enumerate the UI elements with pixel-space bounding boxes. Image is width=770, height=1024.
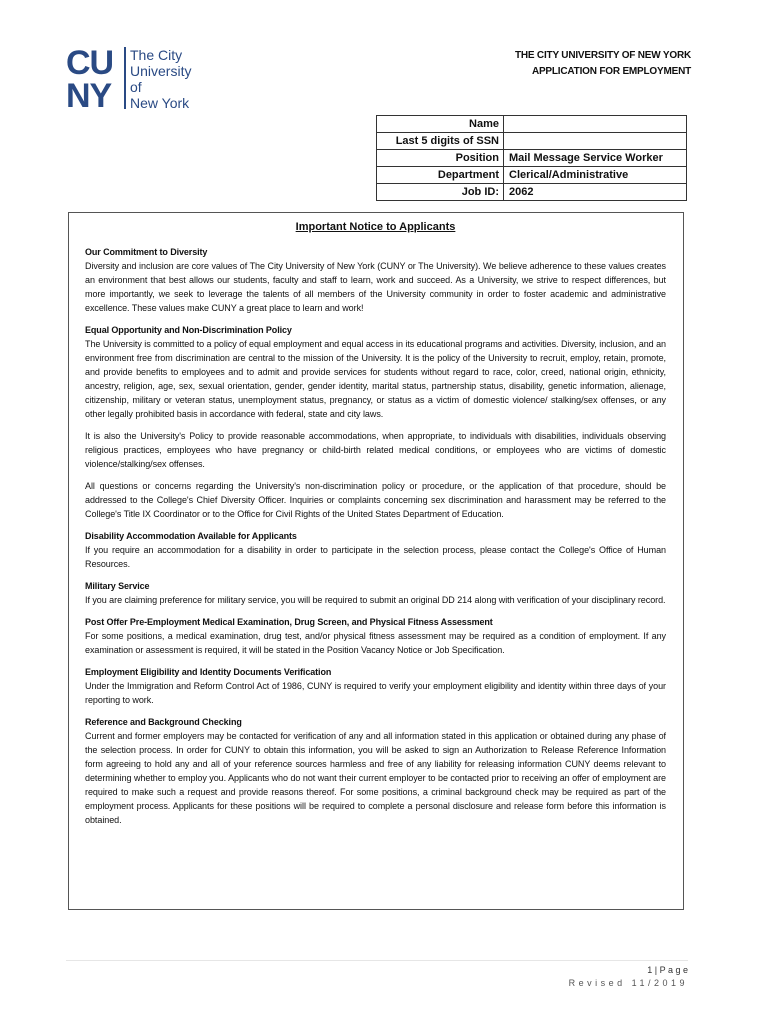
logo-line-3: of [130, 79, 142, 95]
important-notice-box [68, 212, 684, 910]
section-paragraph: Diversity and inclusion are core values of The City University of New York (CUNY or The University). We believe adherence to these values creates an environment that best allows our students, faculty and staff to learn, work and succeed. As a University, we strive to respect differences, but more importantly, we seek to leverage the talents of all members of the University community in order to foster academic and administrative excellence. These values make CUNY a great place to learn and work! [85, 261, 666, 313]
section-paragraph: All questions or concerns regarding the University's non-discrimination policy or procedure, or the application of that procedure, should be addressed to the College's Chief Diversity Officer. Inquiries or complaints concerning sex discrimination and harassment may be referred to the College's Title IX Coordinator or to the Office for Civil Rights of the United States Department of Education. [85, 481, 666, 519]
id-value-ssn[interactable] [504, 133, 687, 150]
id-row-position [377, 150, 687, 167]
section-heading: Disability Accommodation Available for Applicants [85, 531, 297, 541]
page-number: 1 | P a g e [647, 965, 688, 975]
section-equal-opportunity [85, 323, 666, 521]
notice-title: Important Notice to Applicants [295, 221, 456, 233]
revision-date: Revised 11/2019 [568, 978, 688, 988]
id-label-name: Name [377, 116, 504, 133]
section-heading: Post Offer Pre-Employment Medical Examination, Drug Screen, and Physical Fitness Assessment [85, 617, 493, 627]
logo-line-4: New York [130, 95, 190, 111]
document-header [515, 48, 691, 80]
section-military [85, 579, 666, 607]
section-paragraph: Current and former employers may be contacted for verification of any and all information stated in this application or obtained during any phase of the selection process. In order for CUNY to obtain this information, you will be asked to sign an Authorization to Release Reference Information form agreeing to hold any and all of your reference sources harmless and free of any liability for releasing information CUNY deems relevant to determining whether to employ you. Applicants who do not want their current employer to be contacted prior to receiving an offer of employment are required to make such a request and provide reasons thereof. For some positions, a criminal background check may be required as part of the employment process. Applicants for these positions will be required to complete a personal disclosure and release form before this information is obtained. [85, 731, 666, 825]
logo-divider [124, 47, 126, 109]
section-paragraph: It is also the University's Policy to provide reasonable accommodations, when appropriate, to individuals with disabilities, individuals observing religious practices, employees who have pregnancy or child-birth related medical conditions, or employees who are victims of domestic violence/stalking/sex offenses. [85, 431, 666, 469]
section-paragraph: Under the Immigration and Reform Control Act of 1986, CUNY is required to verify your employment eligibility and identity within three days of your reporting to work. [85, 681, 666, 705]
footer-divider [66, 960, 688, 961]
section-eligibility [85, 665, 666, 707]
cuny-logo [66, 45, 201, 111]
id-row-name [377, 116, 687, 133]
section-heading: Employment Eligibility and Identity Documents Verification [85, 667, 332, 677]
header-university: THE CITY UNIVERSITY OF NEW YORK [514, 50, 691, 61]
page-footer [569, 964, 688, 990]
section-paragraph: The University is committed to a policy of equal employment and equal access in its educational programs and activities. Diversity, inclusion, and an environment free from discrimination are central to the mission of the University. It is the policy of the University to recruit, employ, retain, promote, and provide benefits to employees and to admit and provide services for students without regard to race, color, creed, national origin, ethnicity, ancestry, religion, age, sex, sexual orientation, gender, gender identity, marital status, partnership status, disability, genetic information, alienage, citizenship, military or veteran status, unemployment status, pregnancy, or status as a victim of domestic violence/ stalking/sex offenses, or any other legally prohibited basis in accordance with federal, state and city laws. [85, 339, 666, 419]
section-heading: Reference and Background Checking [85, 717, 242, 727]
id-value-department: Clerical/Administrative [504, 167, 687, 184]
section-reference-check [85, 715, 666, 827]
section-disability [85, 529, 666, 571]
id-label-department: Department [377, 167, 504, 184]
section-medical-exam [85, 615, 666, 657]
section-heading: Military Service [85, 581, 150, 591]
cuny-logo-mark [66, 45, 201, 111]
section-paragraph: If you require an accommodation for a disability in order to participate in the selection process, please contact the College's Office of Human Resources. [85, 545, 666, 569]
id-label-job-id: Job ID: [377, 184, 504, 201]
logo-cu: CU [66, 45, 114, 82]
logo-ny: NY [66, 77, 112, 111]
section-heading: Our Commitment to Diversity [85, 247, 208, 257]
id-row-job-id [377, 184, 687, 201]
section-heading: Equal Opportunity and Non-Discrimination Policy [85, 325, 292, 335]
header-form-title: APPLICATION FOR EMPLOYMENT [531, 66, 691, 77]
logo-line-1: The City [130, 47, 183, 63]
id-label-position: Position [377, 150, 504, 167]
logo-line-2: University [130, 63, 192, 79]
section-diversity [85, 245, 666, 315]
id-value-position: Mail Message Service Worker [504, 150, 687, 167]
id-row-ssn [377, 133, 687, 150]
id-label-ssn: Last 5 digits of SSN [377, 133, 504, 150]
applicant-id-table [376, 115, 687, 201]
section-paragraph: If you are claiming preference for military service, you will be required to submit an original DD 214 along with verification of your disciplinary record. [85, 595, 666, 605]
id-value-job-id: 2062 [504, 184, 687, 201]
section-paragraph: For some positions, a medical examination, drug test, and/or physical fitness assessment may be required as a condition of employment. If any examination or assessment is required, it will be stated in the Position Vacancy Notice or Job Specification. [85, 631, 666, 655]
id-value-name[interactable] [504, 116, 687, 133]
id-row-department [377, 167, 687, 184]
